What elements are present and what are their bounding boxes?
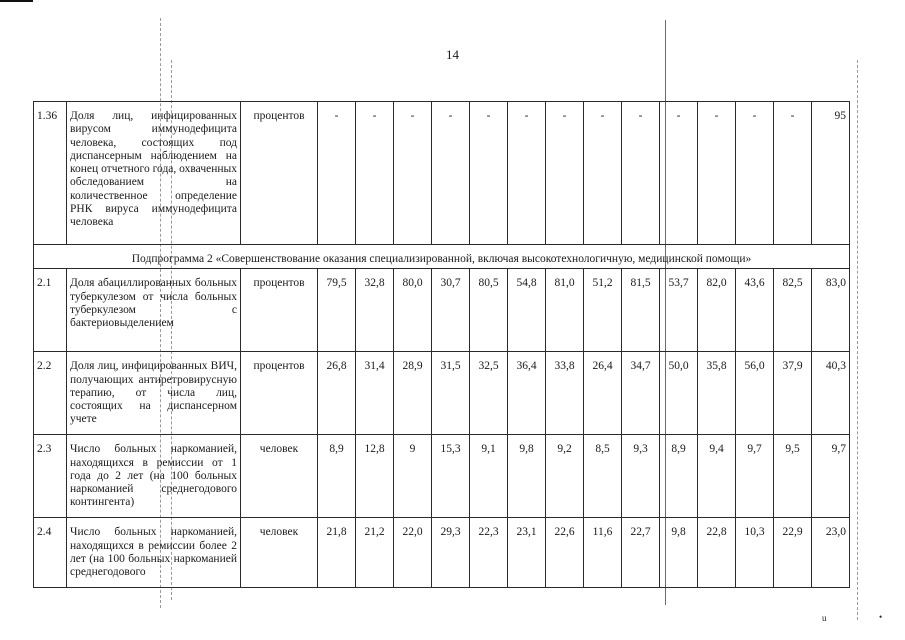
subprogram-row [34, 245, 850, 269]
indicator-value: 8,9 [660, 435, 698, 518]
indicator-value: 9,7 [812, 435, 850, 518]
subprogram-title: Подпрограмма 2 «Совершенствование оказания специализированной, включая высокотехнологичную, медицинской помощи» [34, 245, 850, 269]
indicator-value: 23,0 [812, 518, 850, 588]
indicator-value: 28,9 [394, 352, 432, 435]
indicator-value: 22,3 [470, 518, 508, 588]
indicator-value: 82,5 [774, 269, 812, 352]
indicator-value: 12,8 [356, 435, 394, 518]
indicator-value: 8,5 [584, 435, 622, 518]
indicator-value: 9,2 [546, 435, 584, 518]
indicator-number: 2.3 [34, 435, 67, 518]
indicator-value: 32,8 [356, 269, 394, 352]
indicator-value: 26,8 [318, 352, 356, 435]
corner-dot: • [879, 612, 883, 622]
indicator-value: 9,5 [774, 435, 812, 518]
indicator-number: 2.1 [34, 269, 67, 352]
indicator-value: 23,1 [508, 518, 546, 588]
indicator-unit: процентов [241, 352, 318, 435]
indicator-name: Число больных наркоманией, находящихся в ремиссии от 1 года до 2 лет (на 100 больных наркоманией среднегодового контингента) [67, 435, 241, 518]
indicator-value: 31,5 [432, 352, 470, 435]
indicator-value: 83,0 [812, 269, 850, 352]
indicator-value: 33,8 [546, 352, 584, 435]
scan-edge-mark [0, 0, 33, 2]
indicator-value: 80,5 [470, 269, 508, 352]
indicator-value: - [394, 102, 432, 245]
indicator-value: 80,0 [394, 269, 432, 352]
indicator-value: 81,0 [546, 269, 584, 352]
indicator-value: 36,4 [508, 352, 546, 435]
indicator-name: Доля лиц, инфицированных вирусом иммунодефицита человека, состоящих под диспансерным наблюдением на конец отчетного года, охваченных обследованием на количественное определение РНК вируса иммунодефицита человека [67, 102, 241, 245]
indicator-value: 21,8 [318, 518, 356, 588]
indicator-value: - [622, 102, 660, 245]
indicator-value: 40,3 [812, 352, 850, 435]
indicator-value: 9,1 [470, 435, 508, 518]
indicator-unit: человек [241, 518, 318, 588]
indicator-value: 43,6 [736, 269, 774, 352]
scan-artifact-line [857, 60, 858, 620]
indicator-table [33, 101, 850, 588]
indicator-row [34, 102, 850, 245]
indicator-value: 34,7 [622, 352, 660, 435]
indicator-row [34, 352, 850, 435]
indicator-value: 9,8 [508, 435, 546, 518]
indicator-value: 26,4 [584, 352, 622, 435]
indicator-value: 8,9 [318, 435, 356, 518]
indicator-value: 9 [394, 435, 432, 518]
indicator-value: 9,8 [660, 518, 698, 588]
indicator-value: 21,2 [356, 518, 394, 588]
indicator-number: 2.4 [34, 518, 67, 588]
indicator-value: - [774, 102, 812, 245]
indicator-value: 81,5 [622, 269, 660, 352]
indicator-value: 22,9 [774, 518, 812, 588]
indicator-value: 35,8 [698, 352, 736, 435]
indicator-value: 30,7 [432, 269, 470, 352]
indicator-value: 54,8 [508, 269, 546, 352]
corner-mark: u [822, 613, 827, 623]
indicator-value: 50,0 [660, 352, 698, 435]
indicator-value: 29,3 [432, 518, 470, 588]
indicator-value: 22,6 [546, 518, 584, 588]
indicator-value: - [698, 102, 736, 245]
indicator-value: - [470, 102, 508, 245]
indicator-value: - [584, 102, 622, 245]
indicator-value: 37,9 [774, 352, 812, 435]
indicator-value: 22,0 [394, 518, 432, 588]
indicator-unit: процентов [241, 269, 318, 352]
indicator-value: - [660, 102, 698, 245]
indicator-name: Доля абациллированных больных туберкулезом от числа больных туберкулезом с бактериовыделением [67, 269, 241, 352]
indicator-value: 9,7 [736, 435, 774, 518]
indicator-value: 95 [812, 102, 850, 245]
indicator-number: 1.36 [34, 102, 67, 245]
indicator-value: 56,0 [736, 352, 774, 435]
indicator-value: - [546, 102, 584, 245]
indicator-row [34, 435, 850, 518]
indicator-value: 82,0 [698, 269, 736, 352]
indicator-value: 53,7 [660, 269, 698, 352]
indicator-value: - [508, 102, 546, 245]
indicator-name: Доля лиц, инфицированных ВИЧ, получающих антиретровирусную терапию, от числа лиц, состоящих на диспансерном учете [67, 352, 241, 435]
indicator-value: 22,8 [698, 518, 736, 588]
indicator-value: - [318, 102, 356, 245]
indicator-value: 11,6 [584, 518, 622, 588]
indicator-value: - [356, 102, 394, 245]
indicator-row [34, 269, 850, 352]
indicator-name: Число больных наркоманией, находящихся в ремиссии более 2 лет (на 100 больных наркоманией среднегодового [67, 518, 241, 588]
indicator-value: 9,4 [698, 435, 736, 518]
indicator-row [34, 518, 850, 588]
page-number: 14 [446, 47, 459, 62]
indicator-value: 79,5 [318, 269, 356, 352]
indicator-value: - [432, 102, 470, 245]
indicator-value: - [736, 102, 774, 245]
indicator-unit: процентов [241, 102, 318, 245]
indicator-unit: человек [241, 435, 318, 518]
indicator-value: 31,4 [356, 352, 394, 435]
indicator-number: 2.2 [34, 352, 67, 435]
indicator-value: 22,7 [622, 518, 660, 588]
indicator-value: 32,5 [470, 352, 508, 435]
indicator-value: 15,3 [432, 435, 470, 518]
indicator-value: 10,3 [736, 518, 774, 588]
indicator-value: 51,2 [584, 269, 622, 352]
indicator-value: 9,3 [622, 435, 660, 518]
